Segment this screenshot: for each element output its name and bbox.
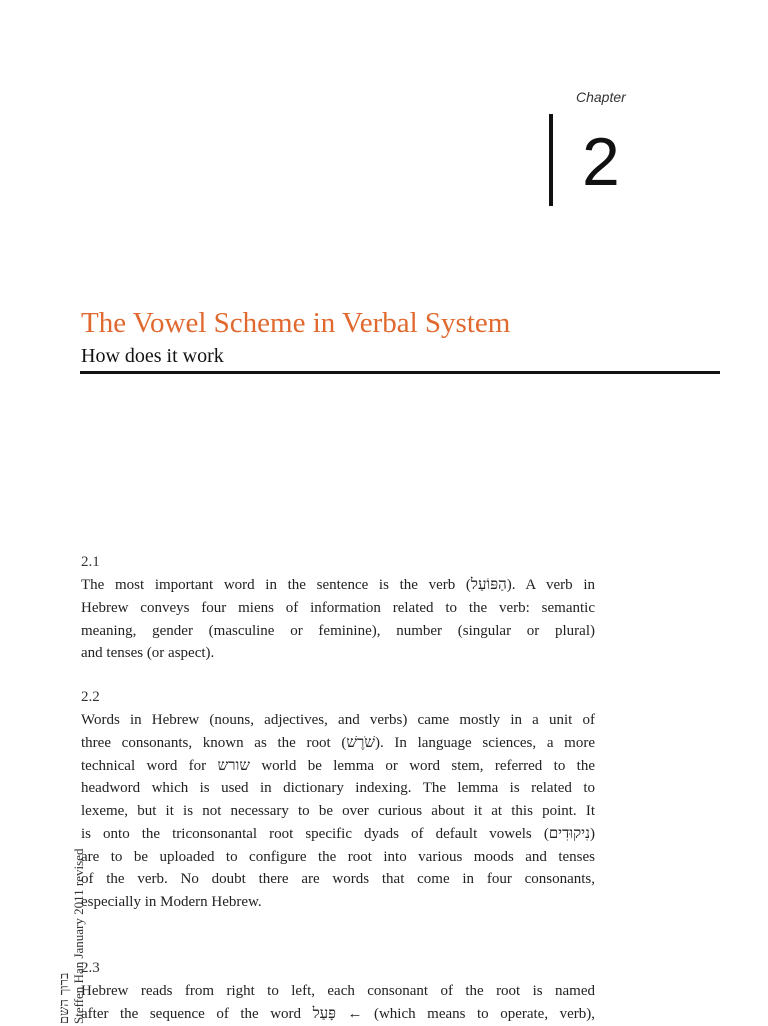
section-body — [81, 709, 595, 914]
section-body — [81, 574, 595, 665]
body-line: and tenses (or aspect). — [81, 645, 215, 662]
body-line: Words in Hebrew (nouns, adjectives, and verbs) came mostly in a unit of — [81, 712, 595, 728]
side-note-hebrew: ברוך השם — [57, 972, 72, 1024]
body-line: The most important word in the sentence is the verb (הַפּוֹעַל). A verb in — [81, 577, 596, 593]
page-subtitle: How does it work — [81, 345, 224, 367]
body-line: Hebrew conveys four miens of information related to the verb: semantic — [81, 599, 595, 616]
section-number: 2.2 — [81, 689, 100, 705]
chapter-number: 2 — [582, 124, 620, 200]
body-line: technical word for שורש world be lemma or word stem, referred to the — [81, 757, 596, 774]
section-2-3 — [81, 957, 595, 1026]
body-line: especially in Modern Hebrew. — [81, 894, 262, 910]
body-line: after the sequence of the word פָּעַל ← (which means to operate, verb), — [81, 1005, 595, 1022]
section-2-1 — [81, 551, 595, 665]
side-note — [58, 849, 86, 1024]
body-line: lexeme, but it is not necessary to be over curious about it at this point. It — [81, 803, 595, 819]
body-line: headword which is used in dictionary indexing. The lemma is related to — [81, 780, 595, 797]
body-line: meaning, gender (masculine or feminine), number (singular or plural) — [81, 622, 595, 639]
body-line: of the verb. No doubt there are words that come in four consonants, — [81, 871, 595, 888]
page-title: The Vowel Scheme in Verbal System — [81, 307, 511, 339]
body-line: are to be uploaded to configure the root into various moods and tenses — [81, 848, 595, 865]
chapter-label: Chapter — [576, 89, 626, 105]
section-body — [81, 980, 595, 1026]
section-number: 2.3 — [81, 960, 100, 976]
title-rule — [80, 371, 720, 374]
side-note-author: Steffen Han January 2011 revised — [71, 848, 86, 1024]
body-line: three consonants, known as the root (שֹׁרֶשׁ). In language sciences, a more — [81, 734, 595, 751]
section-2-2 — [81, 686, 595, 914]
chapter-divider — [549, 114, 553, 206]
body-line: Hebrew reads from right to left, each consonant of the root is named — [81, 983, 595, 999]
section-number: 2.1 — [81, 554, 100, 570]
body-line: is onto the triconsonantal root specific dyads of default vowels (נִיקוּדִים) — [81, 825, 595, 842]
